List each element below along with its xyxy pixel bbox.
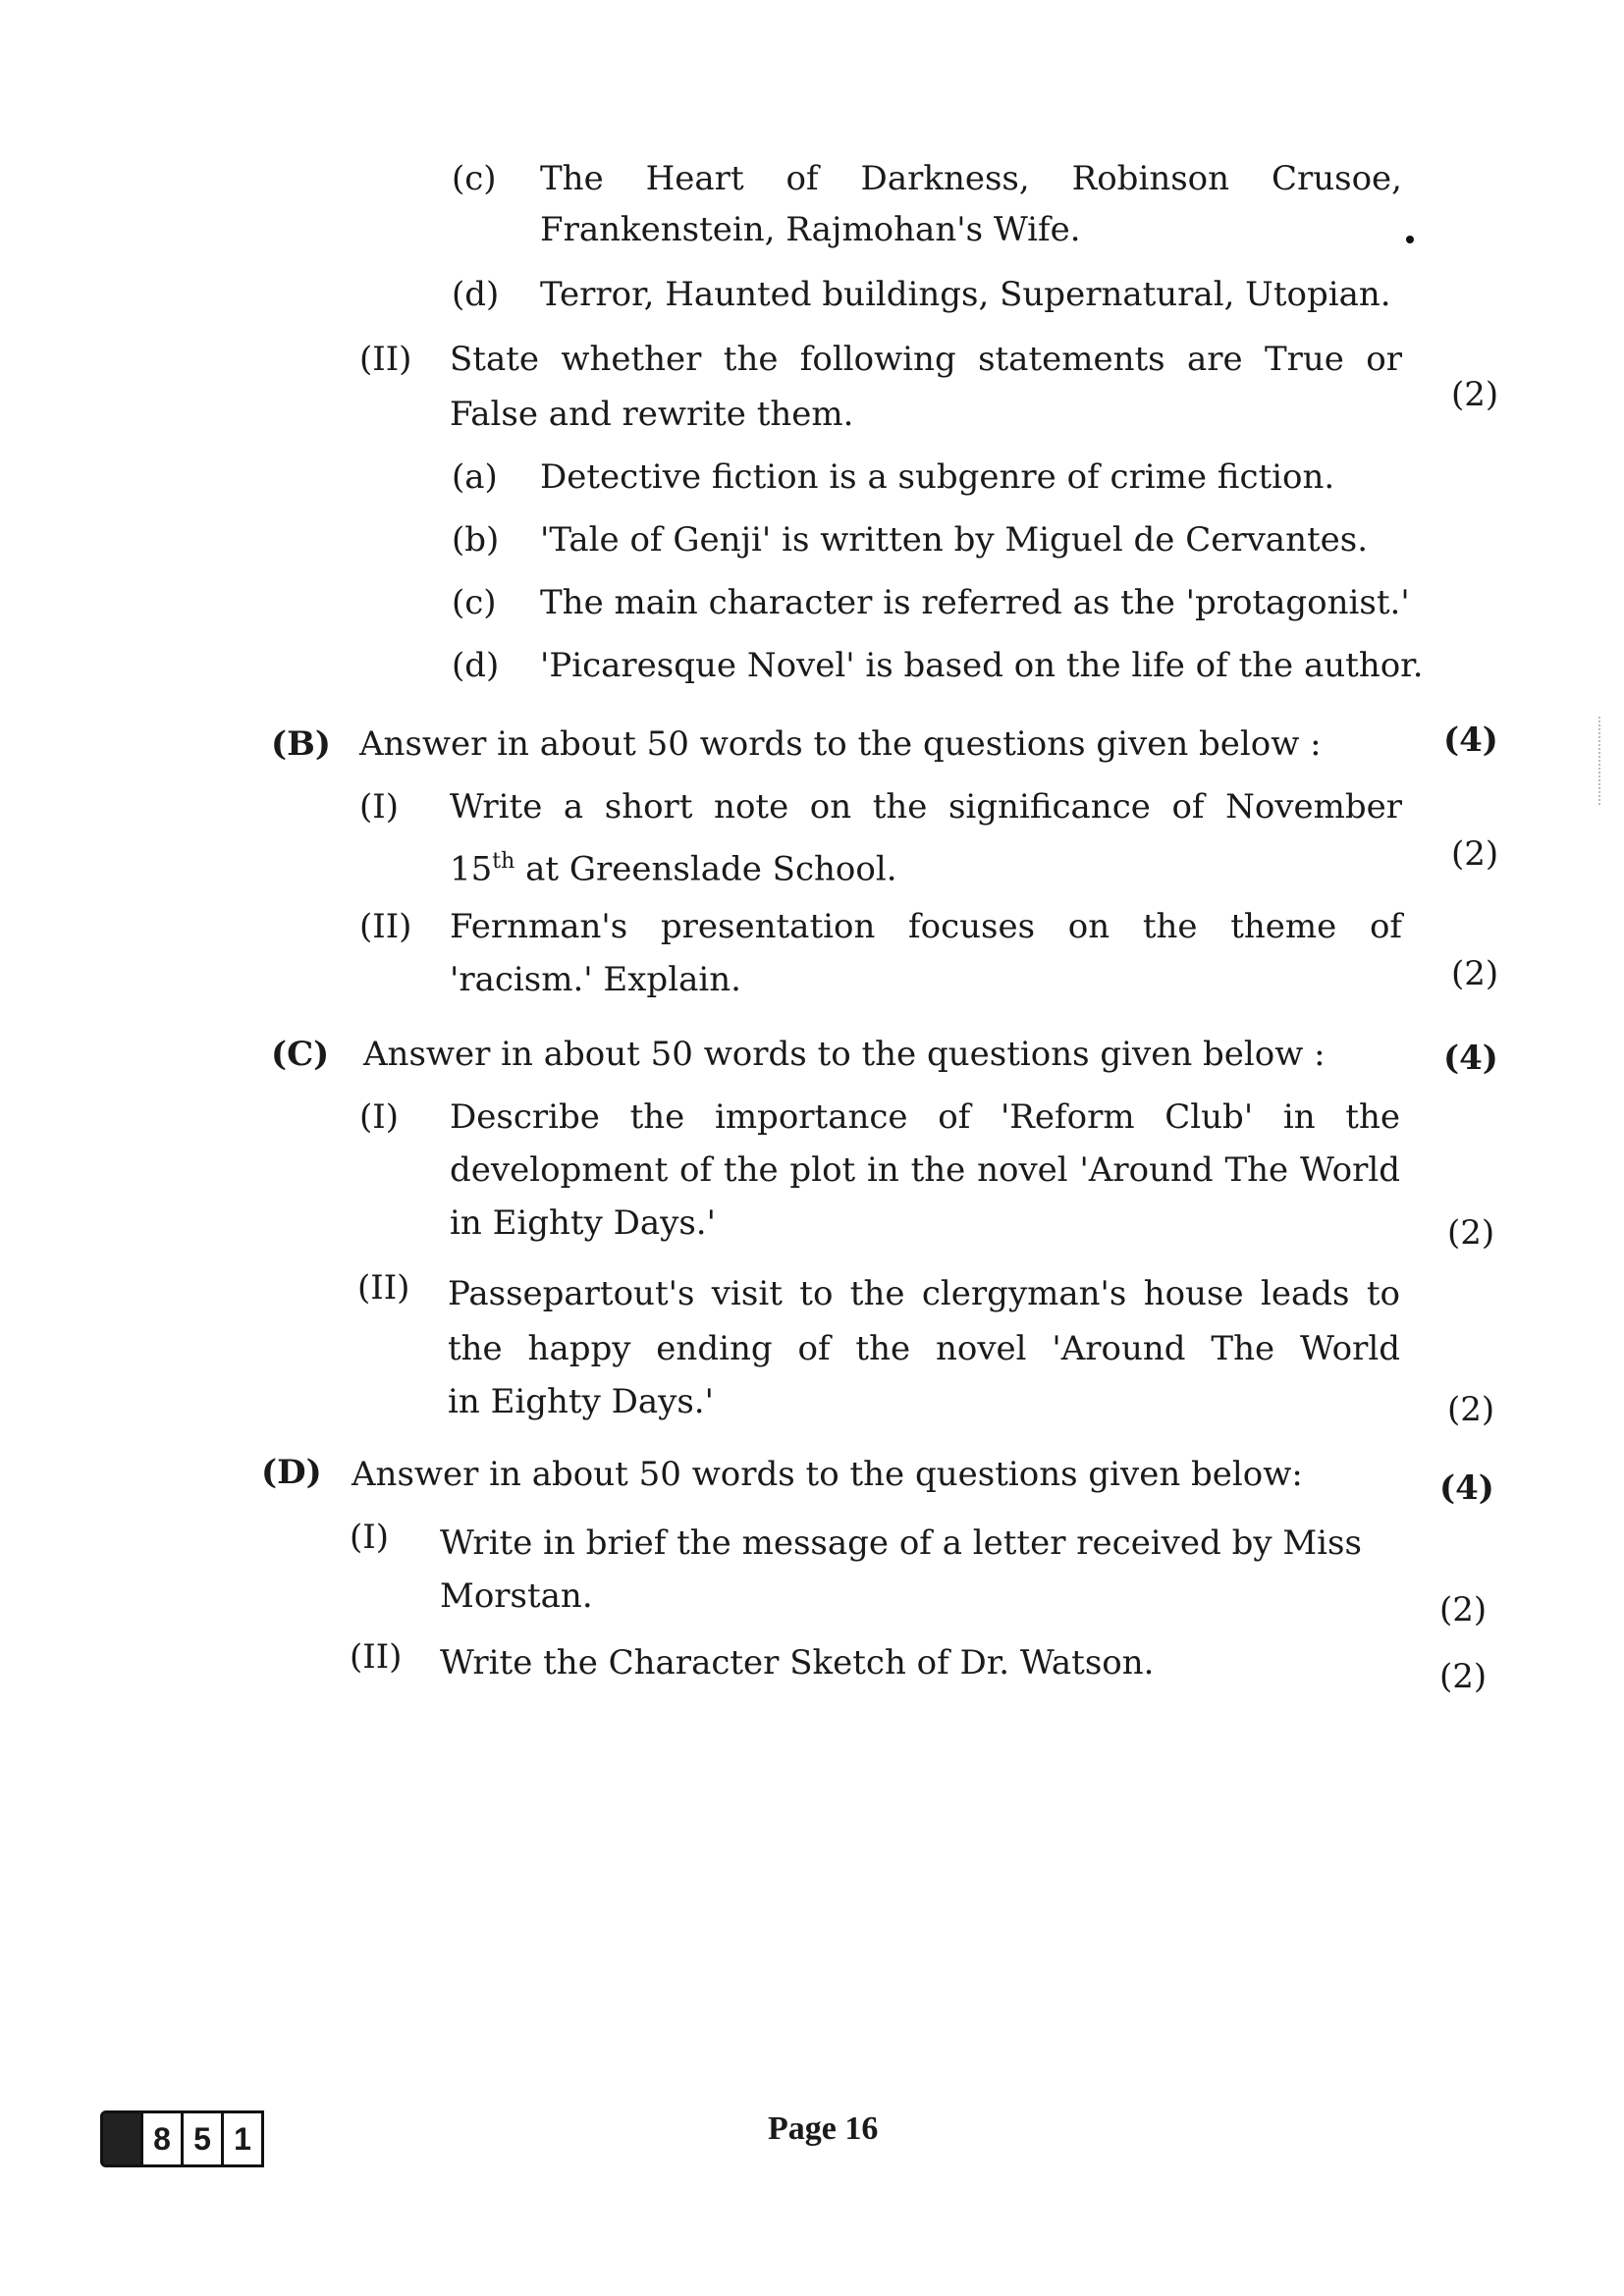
section-b-marks: (4): [1443, 721, 1498, 760]
section-d-II-marks: (2): [1439, 1657, 1488, 1696]
paper-code-digit-2: 8: [140, 2110, 184, 2167]
section-b-label: (B): [271, 724, 331, 764]
scan-edge-mark: [1598, 717, 1602, 805]
section-b-I-line2: [450, 840, 897, 890]
section-c-I-marks: (2): [1447, 1213, 1495, 1253]
section-c-label: (C): [271, 1035, 330, 1074]
section-d-II-text: Write the Character Sketch of Dr. Watson.: [440, 1643, 1155, 1682]
section-c-II-line3: in Eighty Days.': [448, 1382, 714, 1421]
section-b-heading: Answer in about 50 words to the questions given below :: [359, 724, 1322, 764]
option-c-line2: Frankenstein, Rajmohan's Wife.: [540, 210, 1081, 249]
section-b-I-ordinal-suffix: th: [492, 849, 515, 874]
section-d-I-marks: (2): [1439, 1590, 1488, 1629]
section-c-I-line1: Describe the importance of 'Reform Club' in the: [450, 1097, 1400, 1137]
section-b-I-marks: (2): [1451, 834, 1499, 874]
option-d-label: (d): [452, 275, 500, 314]
section-b-I-line1: Write a short note on the significance of November: [450, 787, 1402, 827]
statement-a-text: Detective fiction is a subgenre of crime fiction.: [540, 457, 1335, 497]
paper-code-digit-4: 1: [221, 2110, 264, 2167]
statement-c-label: (c): [452, 583, 497, 622]
statement-d-text: 'Picaresque Novel' is based on the life of the author.: [540, 646, 1424, 685]
part-II-marks: (2): [1451, 375, 1499, 414]
part-II-line1: State whether the following statements are True or: [450, 340, 1402, 379]
section-c-II-line1: Passepartout's visit to the clergyman's house leads to: [448, 1274, 1400, 1313]
part-II-label: (II): [359, 340, 412, 379]
section-c-heading: Answer in about 50 words to the questions given below :: [363, 1035, 1326, 1074]
section-d-II-label: (II): [350, 1637, 403, 1677]
section-c-I-label: (I): [359, 1097, 399, 1137]
section-b-II-label: (II): [359, 907, 412, 946]
section-c-II-marks: (2): [1447, 1390, 1495, 1429]
section-d-I-line1: Write in brief the message of a letter received by Miss: [440, 1523, 1362, 1563]
statement-c-text: The main character is referred as the 'protagonist.': [540, 583, 1410, 622]
option-c-line1: The Heart of Darkness, Robinson Crusoe,: [540, 159, 1402, 198]
ink-dot: [1406, 236, 1414, 243]
statement-b-label: (b): [452, 520, 500, 560]
option-c-label: (c): [452, 159, 497, 198]
section-c-marks: (4): [1443, 1039, 1498, 1078]
section-b-I-label: (I): [359, 787, 399, 827]
part-II-line2: False and rewrite them.: [450, 395, 854, 434]
paper-code-digit-1: 9: [100, 2110, 143, 2167]
section-b-I-ordinal-number: 15: [450, 849, 493, 889]
section-d-heading: Answer in about 50 words to the questions given below:: [352, 1455, 1303, 1494]
statement-b-text: 'Tale of Genji' is written by Miguel de Cervantes.: [540, 520, 1369, 560]
section-c-I-line3: in Eighty Days.': [450, 1203, 716, 1243]
statement-d-label: (d): [452, 646, 500, 685]
section-b-II-line2: 'racism.' Explain.: [450, 960, 741, 999]
statement-a-label: (a): [452, 457, 498, 497]
option-d-text: Terror, Haunted buildings, Supernatural, Utopian.: [540, 275, 1391, 314]
section-b-II-line1: Fernman's presentation focuses on the theme of: [450, 907, 1402, 946]
page-number: Page 16: [768, 2110, 879, 2147]
paper-code-digit-3: 5: [181, 2110, 224, 2167]
section-c-II-line2: the happy ending of the novel 'Around The World: [448, 1329, 1400, 1368]
section-d-marks: (4): [1439, 1468, 1494, 1508]
paper-code-boxes: [103, 2110, 264, 2167]
section-c-II-label: (II): [357, 1268, 410, 1308]
section-d-I-label: (I): [350, 1518, 389, 1557]
section-d-I-line2: Morstan.: [440, 1576, 593, 1616]
section-b-II-marks: (2): [1451, 954, 1499, 993]
section-b-I-line2-rest: at Greenslade School.: [514, 849, 897, 889]
section-c-I-line2: development of the plot in the novel 'Around The World: [450, 1150, 1400, 1190]
section-d-label: (D): [261, 1453, 322, 1492]
